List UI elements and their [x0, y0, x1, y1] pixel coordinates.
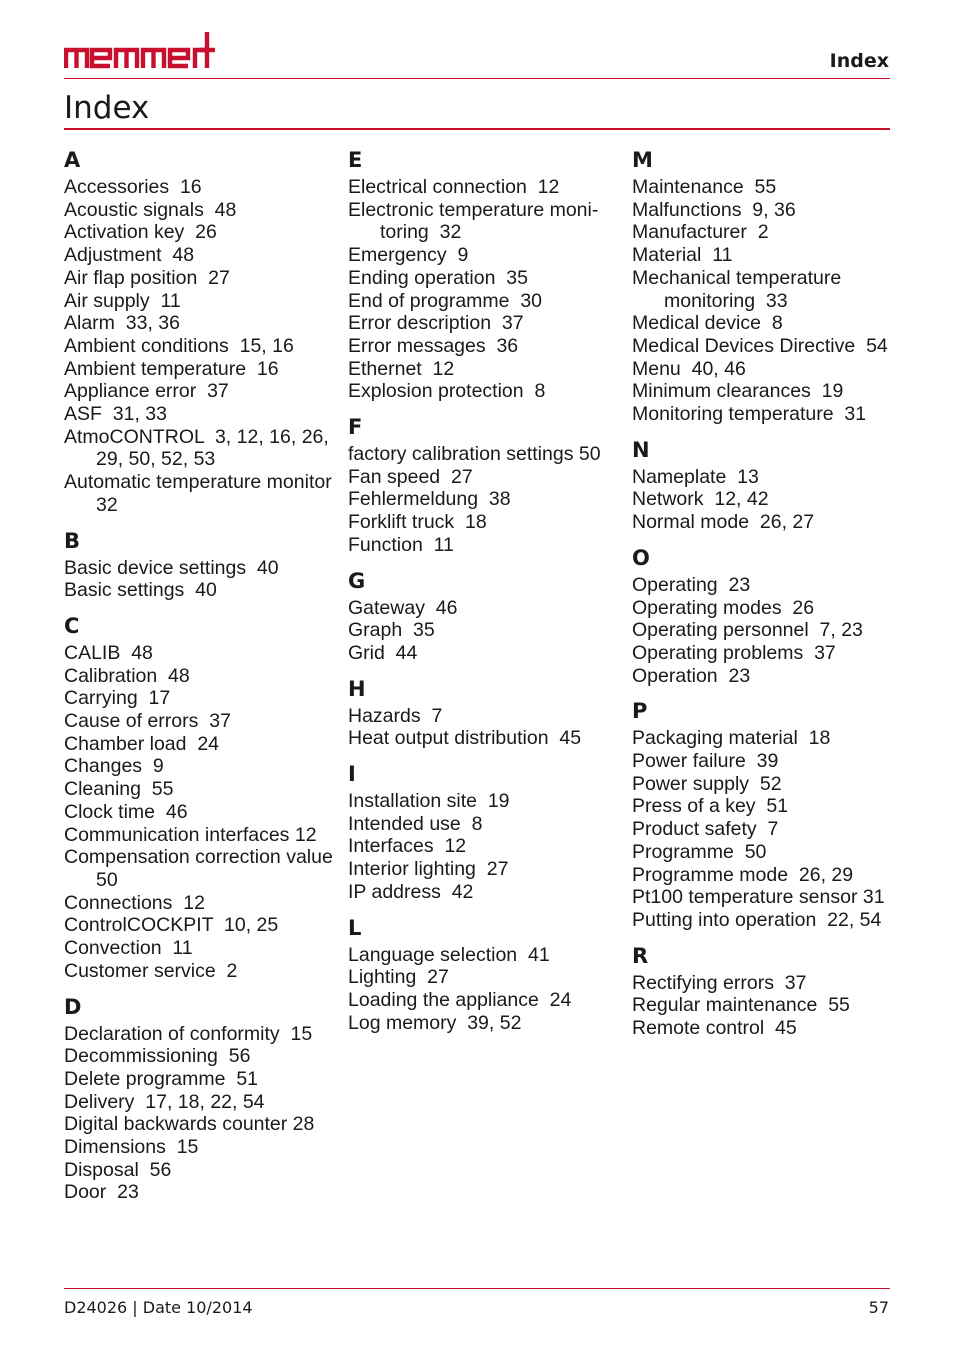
index-entry: Air supply 11 [64, 289, 181, 312]
section-letter: R [632, 943, 649, 968]
index-entry: Convection 11 [64, 937, 193, 960]
index-entry: factory calibration settings 50 [348, 443, 601, 466]
index-entry: Automatic temperature monitor 32 [64, 471, 343, 516]
index-entry: Mechanical temperature monitoring 33 [632, 266, 847, 312]
index-entry: Communication interfaces 12 [64, 823, 317, 846]
index-entry: Alarm 33, 36 [64, 312, 180, 335]
index-section-g [348, 567, 628, 665]
index-section-p [632, 697, 912, 931]
index-entry: Maintenance 55 [632, 176, 777, 198]
title-rule [64, 128, 890, 130]
section-letter: F [348, 415, 363, 440]
index-entry: Delete programme 51 [64, 1067, 259, 1090]
index-section-l [348, 914, 628, 1035]
index-section-h [348, 675, 628, 750]
index-section-r [632, 942, 912, 1040]
index-entry: Door 23 [64, 1181, 139, 1204]
index-column-2 [348, 146, 628, 1044]
index-entry: Operating modes 26 [632, 596, 815, 619]
index-entry: Minimum clearances 19 [632, 380, 844, 403]
index-entry: Basic device settings 40 [64, 556, 279, 579]
index-entry: Medical device 8 [632, 312, 783, 335]
index-entry: Forklift truck 18 [348, 511, 487, 534]
index-entry: Hazards 7 [348, 704, 443, 727]
index-entry: Ambient conditions 15, 16 [64, 334, 294, 357]
memmert-logo [64, 30, 216, 72]
index-entry: Fehlermeldung 38 [348, 488, 511, 511]
index-entry: Carrying 17 [64, 687, 171, 710]
running-header: Index [829, 50, 889, 72]
index-entry: Loading the appliance 24 [348, 988, 572, 1011]
index-column-3 [632, 146, 912, 1050]
index-section-n [632, 436, 912, 534]
index-entry: Error messages 36 [348, 334, 519, 357]
index-entry: Log memory 39, 52 [348, 1011, 522, 1034]
index-entry: Putting into operation 22, 54 [632, 908, 882, 931]
index-entry: Cause of errors 37 [64, 710, 231, 733]
index-entry: Product safety 7 [632, 818, 779, 841]
index-section-a [64, 146, 344, 517]
index-entry: Pt100 temperature sensor 31 [632, 886, 885, 909]
index-entry: ControlCOCKPIT 10, 25 [64, 914, 279, 937]
index-entry: Connections 12 [64, 891, 205, 914]
index-entry: Programme 50 [632, 840, 767, 863]
index-entry: Power supply 52 [632, 772, 782, 795]
index-entry: Ending operation 35 [348, 266, 528, 289]
section-letter: M [632, 148, 653, 172]
index-entry: Intended use 8 [348, 812, 483, 835]
index-entry: Delivery 17, 18, 22, 54 [64, 1090, 265, 1113]
index-entry: Ethernet 12 [348, 357, 455, 380]
index-entry: Graph 35 [348, 619, 435, 642]
index-entry: Power failure 39 [632, 750, 779, 773]
index-entry: Interfaces 12 [348, 835, 467, 858]
index-entry: Gateway 46 [348, 596, 458, 619]
index-entry: Declaration of conformity 15 [64, 1022, 313, 1045]
index-section-e [348, 146, 628, 403]
index-section-b [64, 527, 344, 602]
index-entry: IP address 42 [348, 880, 474, 903]
page-title: Index [64, 90, 150, 126]
index-entry: Operating personnel 7, 23 [632, 619, 863, 642]
section-letter: C [64, 613, 80, 638]
index-entry: End of programme 30 [348, 289, 543, 312]
index-entry: Activation key 26 [64, 221, 217, 244]
index-entry: Operation 23 [632, 664, 751, 687]
section-letter: O [632, 545, 650, 570]
index-entry: Operating 23 [632, 573, 751, 596]
index-entry: Press of a key 51 [632, 795, 789, 818]
index-entry: Lighting 27 [348, 966, 449, 989]
index-entry: Programme mode 26, 29 [632, 863, 854, 886]
index-entry: Regular maintenance 55 [632, 994, 850, 1017]
section-letter: L [348, 915, 362, 940]
index-entry: Cleaning 55 [64, 778, 174, 801]
index-section-c [64, 612, 344, 983]
index-entry: Explosion protection 8 [348, 380, 546, 403]
index-section-m [632, 146, 912, 426]
index-entry: Function 11 [348, 533, 454, 556]
index-entry: Error description 37 [348, 312, 524, 335]
index-entry: Dimensions 15 [64, 1136, 199, 1159]
index-entry: Grid 44 [348, 641, 418, 664]
index-entry: Decommissioning 56 [64, 1045, 251, 1068]
header-rule [64, 78, 890, 79]
index-entry: Appliance error 37 [64, 380, 229, 403]
index-section-f [348, 413, 628, 557]
section-letter: E [348, 148, 363, 172]
index-entry: Manufacturer 2 [632, 221, 769, 244]
index-entry: Heat output distribution 45 [348, 727, 582, 750]
index-entry: ASF 31, 33 [64, 403, 167, 426]
index-entry: Rectifying errors 37 [632, 971, 807, 994]
index-entry: Normal mode 26, 27 [632, 511, 815, 534]
index-entry: Packaging material 18 [632, 727, 831, 750]
index-entry: Material 11 [632, 244, 733, 267]
section-letter: H [348, 676, 366, 701]
index-entry: Electrical connection 12 [348, 176, 560, 198]
index-entry: Chamber load 24 [64, 732, 220, 755]
index-entry: Basic settings 40 [64, 579, 217, 602]
section-letter: P [632, 699, 648, 724]
index-entry: Changes 9 [64, 755, 164, 778]
index-entry: Electronic temperature moni-toring 32 [348, 198, 599, 244]
index-entry: Ambient temperature 16 [64, 357, 279, 380]
index-entry: Emergency 9 [348, 244, 469, 267]
index-section-o [632, 544, 912, 688]
index-entry: Installation site 19 [348, 790, 510, 813]
index-entry: Digital backwards counter 28 [64, 1113, 315, 1136]
index-entry: AtmoCONTROL 3, 12, 16, 26, 29, 50, 52, 53 [64, 425, 335, 471]
index-entry: Malfunctions 9, 36 [632, 198, 796, 221]
index-entry: Monitoring temperature 31 [632, 403, 867, 426]
index-entry: Operating problems 37 [632, 641, 836, 664]
index-entry: Network 12, 42 [632, 488, 769, 511]
index-entry: Fan speed 27 [348, 465, 473, 488]
document-info: D24026 | Date 10/2014 [64, 1298, 253, 1317]
section-letter: A [64, 148, 81, 172]
index-entry: Menu 40, 46 [632, 357, 746, 380]
index-entry: Remote control 45 [632, 1017, 797, 1040]
section-letter: N [632, 437, 650, 462]
section-letter: I [348, 762, 356, 787]
index-section-d [64, 993, 344, 1205]
index-entry: Compensation correction value 50 [64, 846, 344, 891]
index-entry: Adjustment 48 [64, 244, 195, 267]
index-entry: Nameplate 13 [632, 465, 759, 488]
index-entry: Disposal 56 [64, 1158, 172, 1181]
index-entry: Medical Devices Directive 54 [632, 334, 888, 357]
index-entry: Acoustic signals 48 [64, 198, 237, 221]
index-entry: Clock time 46 [64, 800, 188, 823]
section-letter: D [64, 994, 82, 1019]
footer-rule [64, 1288, 890, 1289]
index-entry: Language selection 41 [348, 943, 550, 966]
index-entry: Calibration 48 [64, 664, 190, 687]
index-column-1 [64, 146, 344, 1214]
index-entry: CALIB 48 [64, 641, 153, 664]
page-number: 57 [868, 1298, 889, 1317]
index-section-i [348, 760, 628, 904]
index-entry: Interior lighting 27 [348, 858, 509, 881]
index-entry: Accessories 16 [64, 176, 202, 198]
index-entry: Air flap position 27 [64, 266, 230, 289]
index-entry: Customer service 2 [64, 959, 238, 982]
section-letter: B [64, 528, 81, 553]
section-letter: G [348, 568, 366, 593]
